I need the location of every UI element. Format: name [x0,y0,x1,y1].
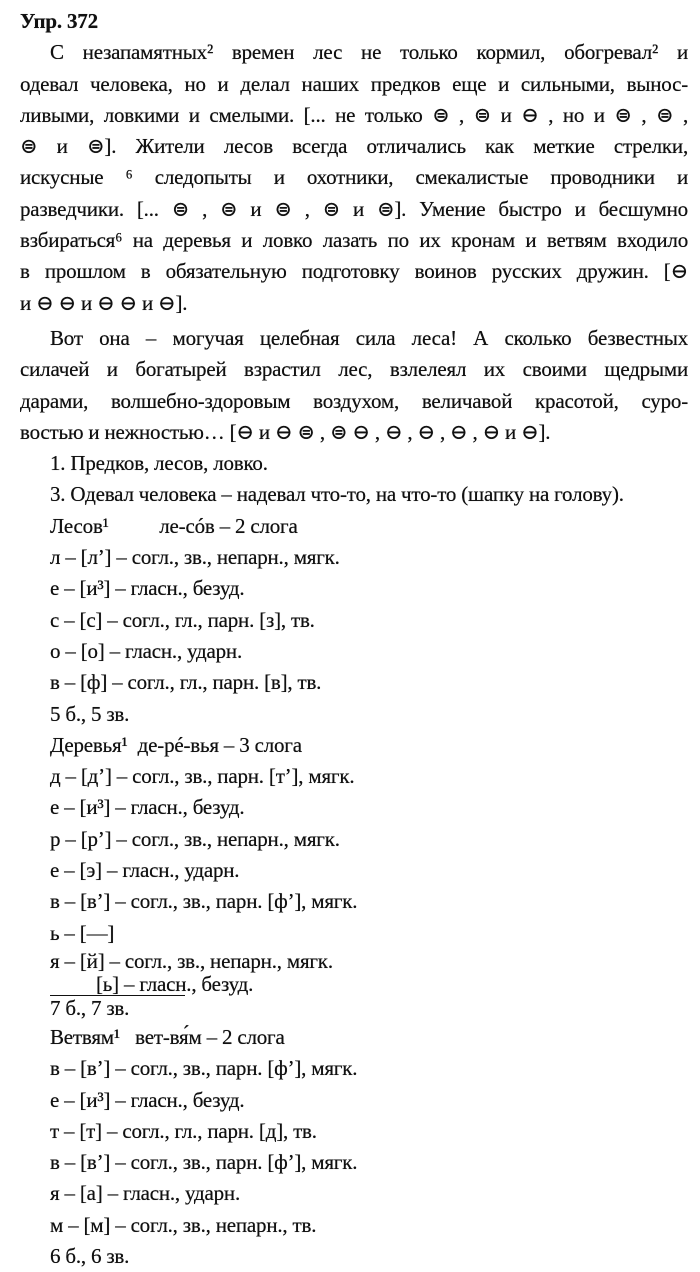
word-analysis-lesov [0,511,700,730]
text-line: силачей и богатырей взрастил лес, взлелеял их своими щедрыми [20,357,688,382]
sound-line: о – [о] – гласн., ударн. [50,638,243,663]
text-line: С незапамятных² времен лес не только кормил, обогревал² и [50,40,688,65]
sound-line: ь – [—] [50,920,115,945]
text-line: искусные ⁶ следопыты и охотники, смекалистые проводники и [20,165,688,190]
word-heading: Лесов¹ ле-сóв – 2 слога [50,513,298,538]
sound-line: м – [м] – согл., зв., непарн., тв. [50,1212,317,1237]
sound-line: в – [в’] – согл., зв., парн. [ф’], мягк. [50,1056,358,1081]
word-total: 5 б., 5 зв. [50,701,130,726]
text-line: и ⊖ ⊖ и ⊖ ⊖ и ⊖]. [20,290,188,315]
sound-line: е – [и³] – гласн., безуд. [50,795,245,820]
word-heading: Деревья¹ де-рé-вья – 3 слога [50,732,302,757]
document-page [0,6,700,1272]
sound-line: в – [ф] – согл., гл., парн. [в], тв. [50,670,322,695]
sound-line: д – [д’] – согл., зв., парн. [т’], мягк. [50,764,355,789]
sound-line: я – [й] – согл., зв., непарн., мягк. [50,948,333,973]
text-line: ⊜ и ⊜]. Жители лесов всегда отличались как меткие стрелки, [20,134,688,159]
sound-line: в – [в’] – согл., зв., парн. [ф’], мягк. [50,889,358,914]
sound-line: е – [и³] – гласн., безуд. [50,1087,245,1112]
text-line: дарами, волшебно-здоровым воздухом, величавой красотой, суро- [20,388,688,413]
text-line: одевал человека, но и делал наших предков еще и сильными, вынос- [20,71,688,96]
text-line: разведчики. [... ⊜ , ⊜ и ⊜ , ⊜ и ⊜]. Умение быстро и бесшумно [20,196,688,221]
sound-line: е – [и³] – гласн., безуд. [50,576,245,601]
word-heading: Ветвям¹ вет-вя́м – 2 слога [50,1024,285,1049]
text-line: в прошлом в обязательную подготовку воинов русских дружин. [⊖ [20,259,688,284]
paragraph-1 [0,37,700,319]
sound-line-sub: [ь] – гласн., безуд. [96,971,254,996]
answer-3: 3. Одевал человека – надевал что-то, на что-то (шапку на голову). [50,482,624,507]
sound-line: я – [а] – гласн., ударн. [50,1181,240,1206]
exercise-title: Упр. 372 [20,9,98,33]
word-total: 6 б., 6 зв. [50,1243,130,1268]
word-analysis-derevya [0,730,700,1022]
text-line: Вот она – могучая целебная сила леса! А сколько безвестных [50,325,688,350]
word-analysis-vetvyam [0,1022,700,1272]
paragraph-2 [0,323,700,448]
answer-1: 1. Предков, лесов, ловко. [50,451,268,476]
text-line: взбираться⁶ на деревья и ловко лазать по их кронам и ветвям входило [20,228,688,253]
sound-line: л – [л’] – согл., зв., непарн., мягк. [50,545,340,570]
text-line: востью и нежностью… [⊖ и ⊖ ⊜ , ⊜ ⊖ , ⊖ , ⊖ , ⊖ , ⊖ и ⊖]. [20,419,551,444]
sound-line: в – [в’] – согл., зв., парн. [ф’], мягк. [50,1150,358,1175]
sound-line: т – [т] – согл., гл., парн. [д], тв. [50,1118,317,1143]
text-line: ливыми, ловкими и смелыми. [... не только ⊜ , ⊜ и ⊖ , но и ⊜ , ⊜ , [20,102,688,127]
sound-line: р – [р’] – согл., зв., непарн., мягк. [50,826,340,851]
sound-line: с – [с] – согл., гл., парн. [з], тв. [50,607,315,632]
sound-line: е – [э] – гласн., ударн. [50,858,240,883]
word-total: 7 б., 7 зв. [50,995,130,1020]
